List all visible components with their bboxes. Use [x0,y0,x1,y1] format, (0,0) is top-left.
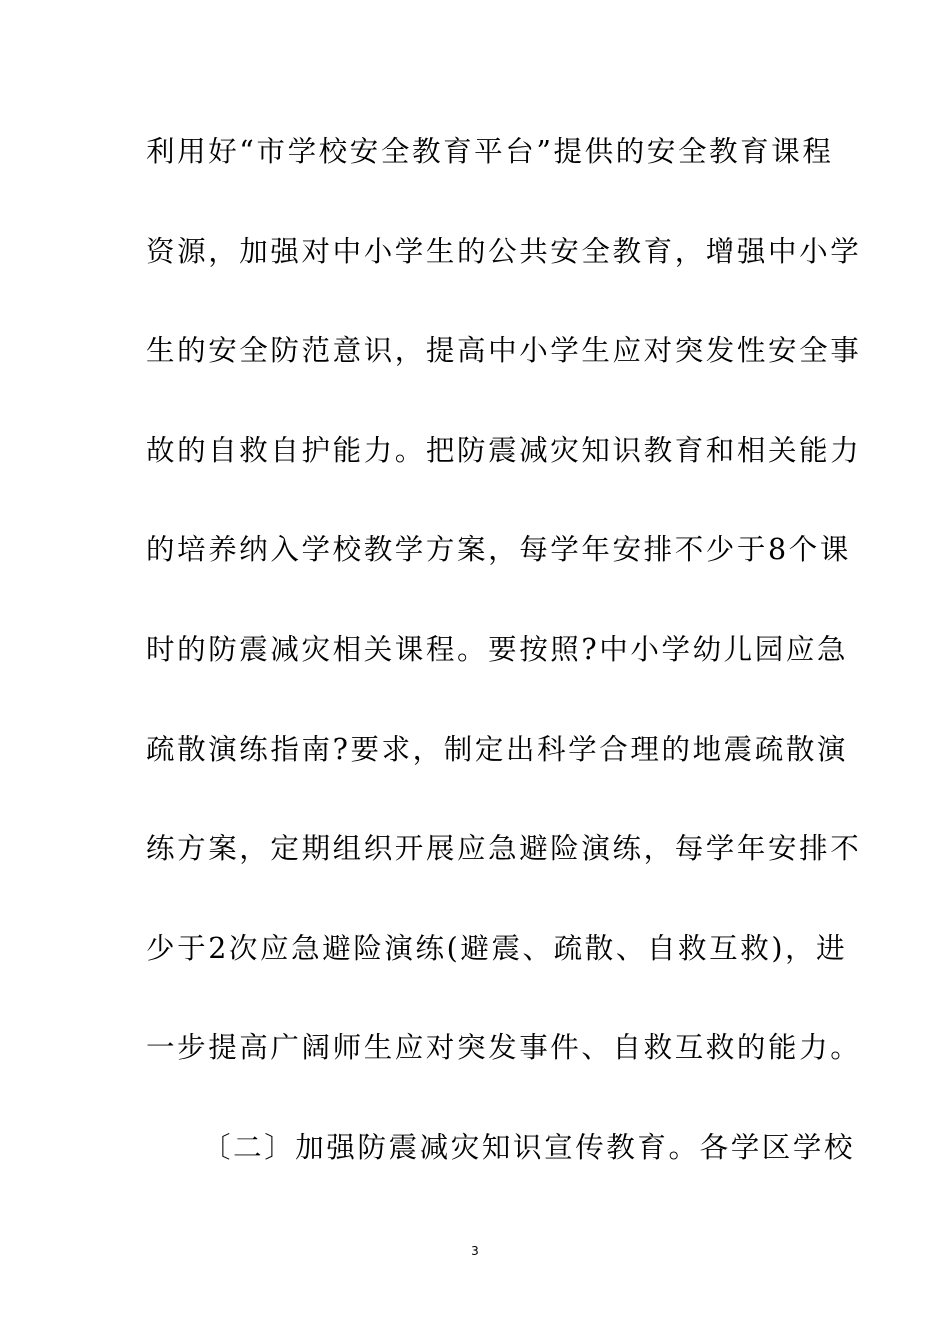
text-line: 利用好“市学校安全教育平台”提供的安全教育课程 [146,135,834,168]
text-line: 生的安全防范意识，提高中小学生应对突发性安全事 [146,334,862,368]
text-line: 少于2次应急避险演练(避震、疏散、自救互救)，进 [146,931,848,965]
text-line: 一步提高广阔师生应对突发事件、自救互救的能力。 [146,1031,862,1065]
text-line: 故的自救自护能力。把防震减灾知识教育和相关能力 [146,433,862,467]
text-line: 疏散演练指南?要求，制定出科学合理的地震疏散演 [146,732,849,766]
section-heading-line: 〔二〕加强防震减灾知识宣传教育。各学区学校 [202,1130,856,1164]
body-text [146,128,862,1224]
page-number: 3 [471,1244,479,1258]
text-line: 练方案，定期组织开展应急避险演练，每学年安排不 [146,832,862,866]
text-line: 时的防震减灾相关课程。要按照?中小学幼儿园应急 [146,632,849,666]
text-line: 的培养纳入学校教学方案，每学年安排不少于8个课 [146,533,851,567]
text-line: 资源，加强对中小学生的公共安全教育，增强中小学 [146,234,862,268]
